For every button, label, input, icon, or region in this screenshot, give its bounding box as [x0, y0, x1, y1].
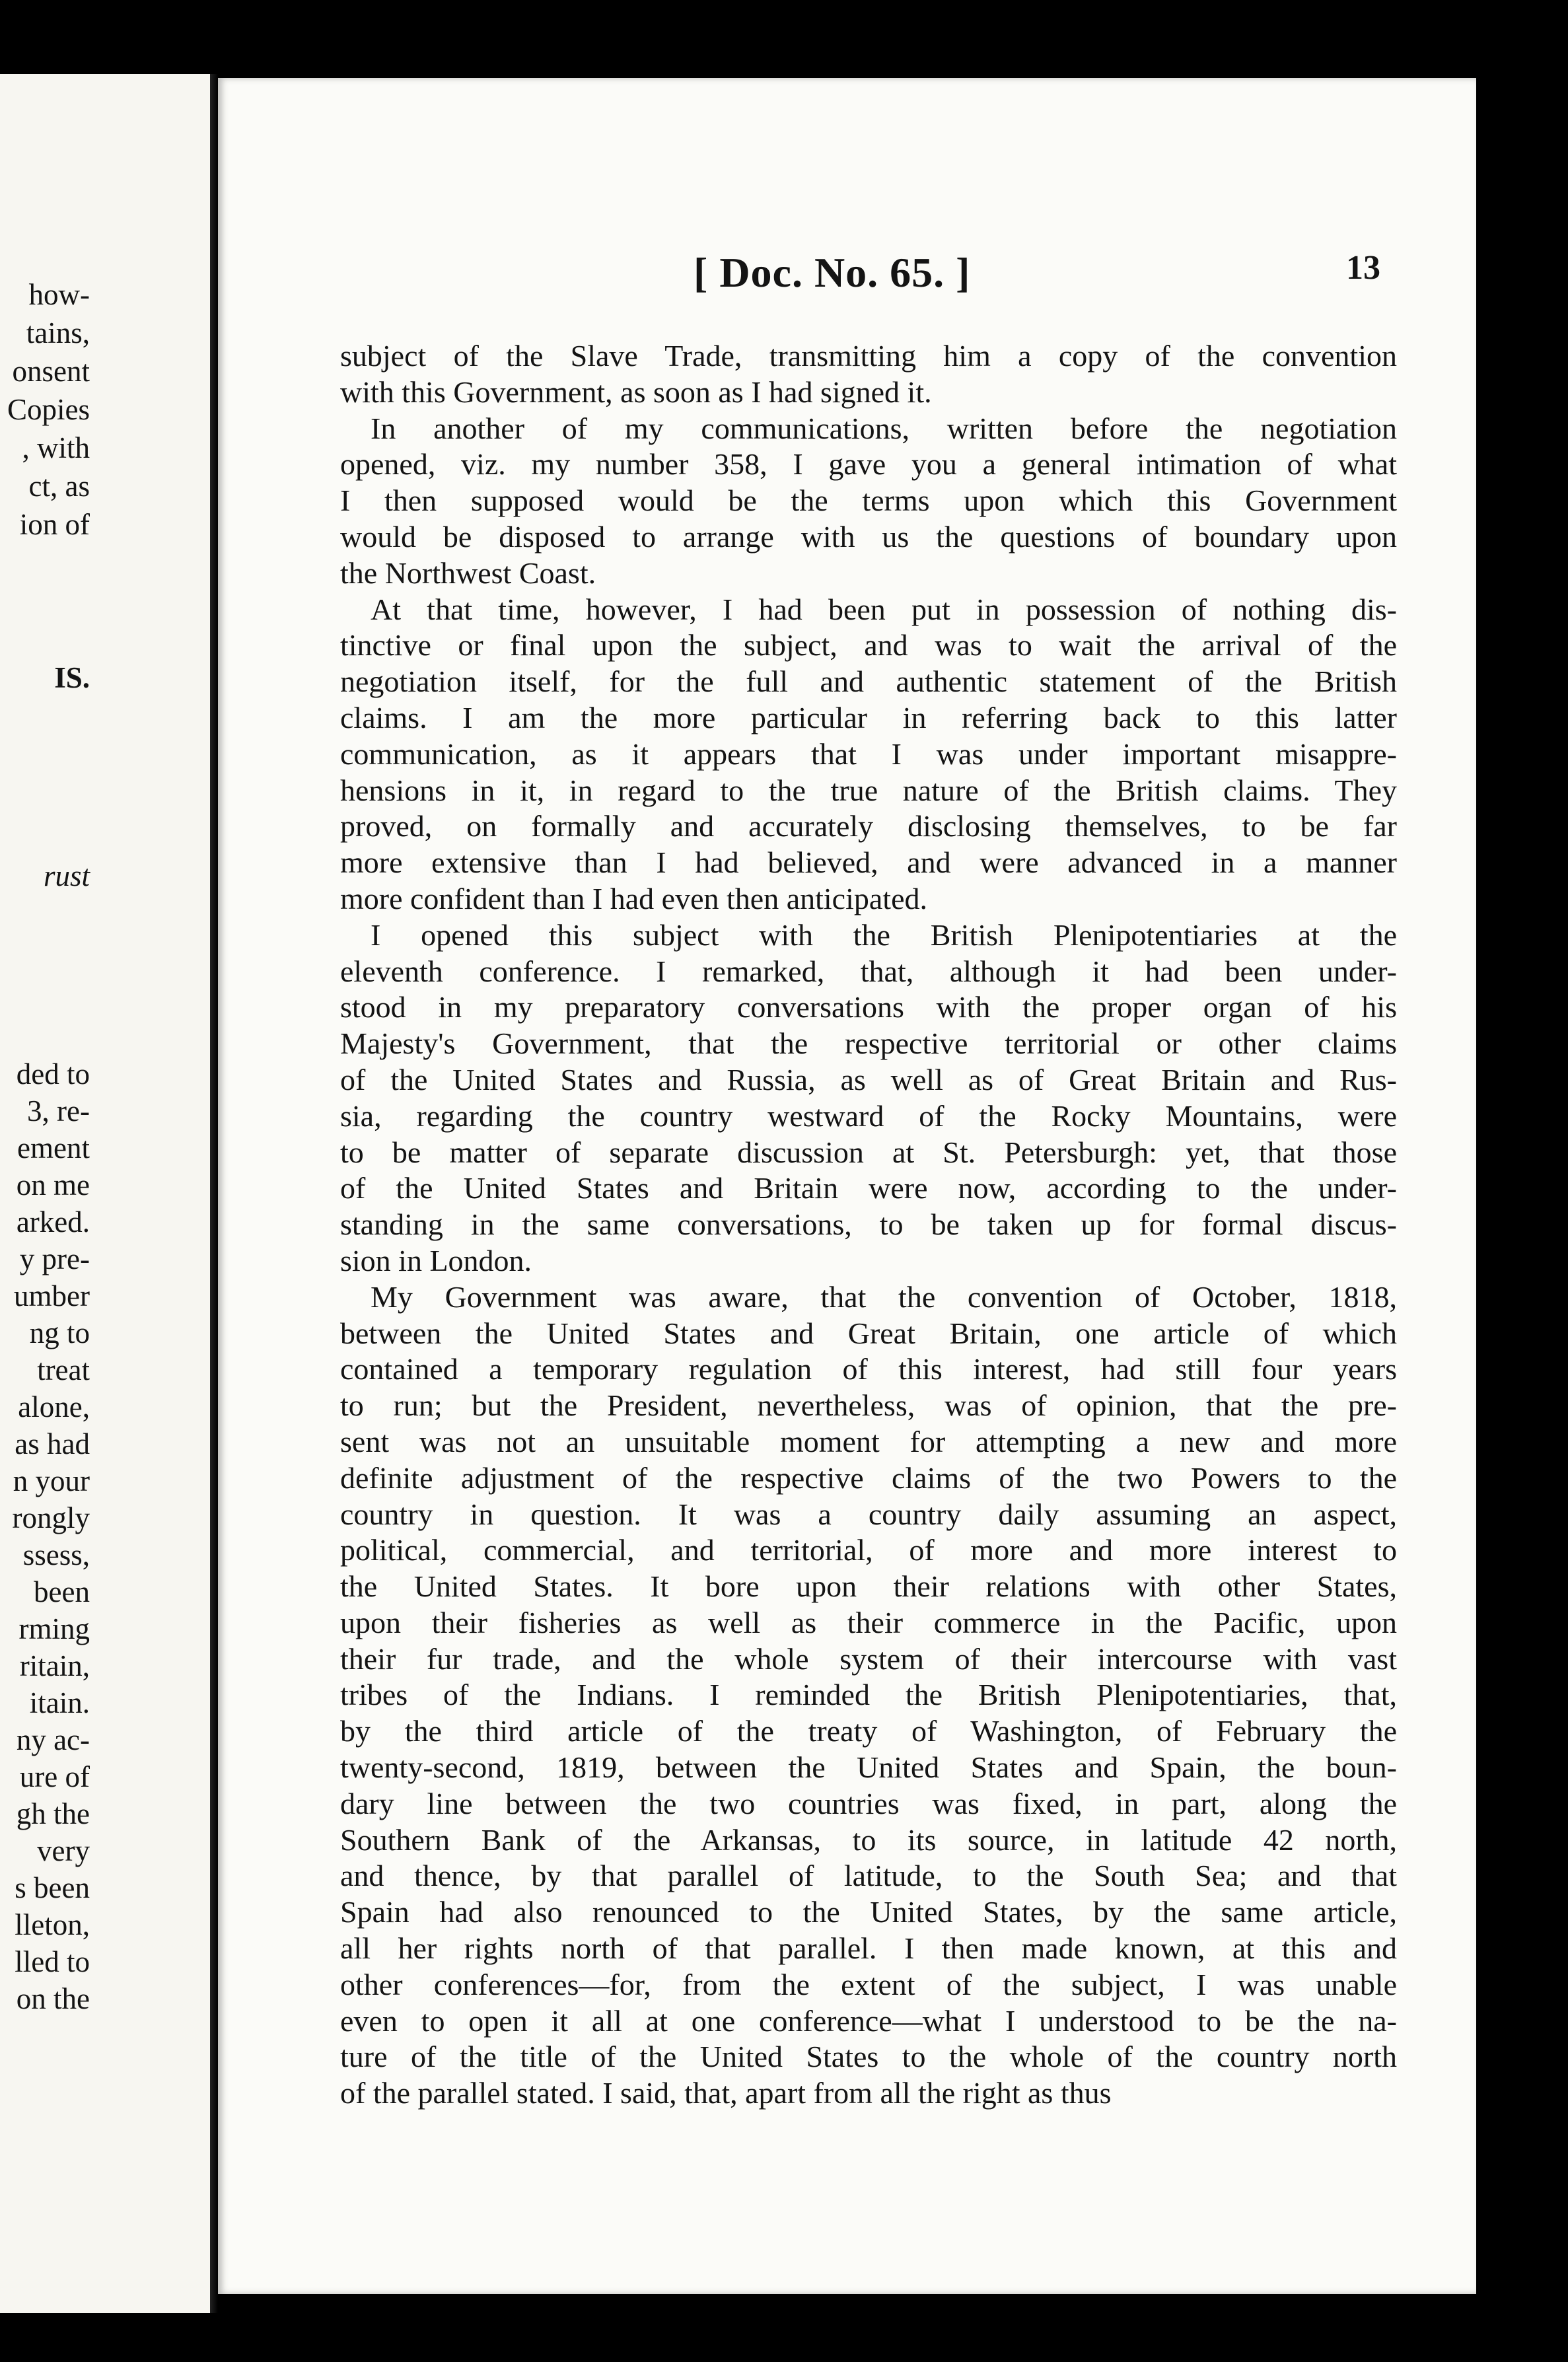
- left-page-fragment: alone,: [18, 1390, 90, 1423]
- left-page-fragment: Copies: [7, 393, 90, 426]
- left-page-fragment: umber: [14, 1279, 90, 1312]
- left-page-fragment: s been: [15, 1871, 90, 1904]
- body-line: by the third article of the treaty of Washington, of February the: [340, 1714, 1397, 1748]
- body-line: stood in my preparatory conversations with the proper organ of his: [340, 990, 1397, 1024]
- body-line: of the parallel stated. I said, that, apart from all the right as thus: [340, 2076, 1112, 2110]
- body-line: to be matter of separate discussion at St. Petersburgh: yet, that those: [340, 1135, 1397, 1169]
- body-line: more extensive than I had believed, and were advanced in a manner: [340, 845, 1397, 880]
- body-line: political, commercial, and territorial, of more and more interest to: [340, 1533, 1397, 1567]
- body-line: ture of the title of the United States to the whole of the country north: [340, 2040, 1397, 2074]
- left-page-fragment: lled to: [15, 1945, 90, 1978]
- left-page-fragment: itain.: [29, 1686, 90, 1719]
- body-line: sia, regarding the country westward of the Rocky Mountains, were: [340, 1098, 1397, 1133]
- body-line: contained a temporary regulation of this interest, had still four years: [340, 1352, 1397, 1386]
- body-line: dary line between the two countries was fixed, in part, along the: [340, 1786, 1397, 1820]
- body-line: opened, viz. my number 358, I gave you a general intimation of what: [340, 447, 1397, 482]
- previous-page-strip: [0, 74, 210, 2313]
- body-line: hensions in it, in regard to the true nature of the British claims. They: [340, 773, 1397, 807]
- body-line: My Government was aware, that the convention of October, 1818,: [371, 1279, 1397, 1314]
- body-line: proved, on formally and accurately disclosing themselves, to be far: [340, 809, 1397, 843]
- page-number: 13: [1346, 249, 1380, 287]
- body-line: definite adjustment of the respective claims of the two Powers to the: [340, 1460, 1397, 1495]
- body-line: even to open it all at one conference—what I understood to be the na-: [340, 2003, 1397, 2038]
- left-page-fragment: ct, as: [28, 470, 90, 503]
- left-page-fragment: 3, re-: [27, 1094, 90, 1127]
- body-text: [340, 338, 1397, 2112]
- left-page-fragment: very: [37, 1834, 90, 1867]
- body-line: sion in London.: [340, 1243, 532, 1277]
- left-page-fragment: on me: [16, 1168, 90, 1201]
- body-line: of the United States and Russia, as well as of Great Britain and Rus-: [340, 1062, 1397, 1096]
- body-line: tribes of the Indians. I reminded the British Plenipotentiaries, that,: [340, 1678, 1397, 1712]
- left-page-fragment: how-: [28, 278, 90, 311]
- left-page-fragment: rust: [43, 859, 90, 892]
- left-page-fragment: ng to: [29, 1316, 90, 1349]
- running-head: [ Doc. No. 65. ]: [694, 249, 971, 296]
- left-page-fragment: y pre-: [19, 1242, 90, 1275]
- body-line: the Northwest Coast.: [340, 555, 596, 590]
- body-line: with this Government, as soon as I had signed it.: [340, 375, 932, 409]
- left-page-fragment: onsent: [12, 355, 90, 388]
- left-page-fragment: ion of: [19, 508, 90, 541]
- left-page-fragment: ritain,: [19, 1649, 90, 1682]
- body-line: other conferences—for, from the extent of the subject, I was unable: [340, 1967, 1397, 2001]
- body-line: to run; but the President, nevertheless, was of opinion, that the pre-: [340, 1388, 1397, 1423]
- left-page-fragment: ded to: [16, 1057, 90, 1091]
- body-line: the United States. It bore upon their relations with other States,: [340, 1569, 1397, 1604]
- body-line: Spain had also renounced to the United States, by the same article,: [340, 1895, 1397, 1929]
- body-line: more confident than I had even then anticipated.: [340, 881, 927, 915]
- body-line: I then supposed would be the terms upon which this Government: [340, 483, 1397, 518]
- left-page-fragment: tains,: [26, 316, 90, 349]
- body-line: of the United States and Britain were now, according to the under-: [340, 1171, 1397, 1205]
- body-line: claims. I am the more particular in referring back to this latter: [340, 700, 1397, 734]
- left-page-fragment: lleton,: [15, 1908, 90, 1941]
- left-page-fragment: ure of: [19, 1760, 90, 1793]
- left-page-fragment: as had: [15, 1427, 90, 1460]
- body-line: negotiation itself, for the full and authentic statement of the British: [340, 664, 1397, 699]
- left-page-fragment: treat: [37, 1353, 90, 1386]
- body-line: eleventh conference. I remarked, that, although it had been under-: [340, 954, 1397, 988]
- left-page-fragment: been: [34, 1575, 90, 1608]
- body-line: sent was not an unsuitable moment for attempting a new and more: [340, 1424, 1397, 1458]
- left-page-fragment: ement: [17, 1131, 90, 1164]
- body-line: and thence, by that parallel of latitude, to the South Sea; and that: [340, 1859, 1397, 1893]
- left-page-fragment: ssess,: [22, 1538, 90, 1571]
- body-line: Southern Bank of the Arkansas, to its source, in latitude 42 north,: [340, 1822, 1397, 1857]
- document-page: [218, 78, 1476, 2294]
- left-page-fragment: rongly: [12, 1501, 90, 1534]
- body-line: upon their fisheries as well as their commerce in the Pacific, upon: [340, 1605, 1397, 1639]
- body-line: communication, as it appears that I was under important misappre-: [340, 736, 1397, 771]
- body-line: At that time, however, I had been put in possession of nothing dis-: [371, 592, 1397, 626]
- left-page-fragment: on the: [16, 1982, 90, 2015]
- body-line: subject of the Slave Trade, transmitting him a copy of the convention: [340, 339, 1397, 373]
- left-page-fragment: gh the: [16, 1797, 90, 1830]
- body-line: their fur trade, and the whole system of their intercourse with vast: [340, 1641, 1397, 1676]
- left-page-fragment: n your: [13, 1464, 90, 1497]
- body-line: country in question. It was a country daily assuming an aspect,: [340, 1497, 1397, 1531]
- book-gutter: [210, 74, 218, 2313]
- left-page-fragment: , with: [22, 431, 90, 464]
- body-line: In another of my communications, written before the negotiation: [371, 411, 1397, 445]
- body-line: between the United States and Great Britain, one article of which: [340, 1316, 1397, 1350]
- body-line: all her rights north of that parallel. I then made known, at this and: [340, 1931, 1397, 1966]
- body-line: I opened this subject with the British Plenipotentiaries at the: [371, 917, 1397, 952]
- left-page-fragment: arked.: [16, 1205, 90, 1238]
- body-line: standing in the same conversations, to be taken up for formal discus-: [340, 1207, 1397, 1242]
- left-page-fragment: IS.: [54, 661, 90, 694]
- left-page-fragment: ny ac-: [16, 1723, 90, 1756]
- body-line: twenty-second, 1819, between the United States and Spain, the boun-: [340, 1750, 1397, 1785]
- body-line: Majesty's Government, that the respective territorial or other claims: [340, 1026, 1397, 1061]
- left-page-fragment: rming: [18, 1612, 90, 1645]
- body-line: tinctive or final upon the subject, and was to wait the arrival of the: [340, 628, 1397, 662]
- body-line: would be disposed to arrange with us the questions of boundary upon: [340, 519, 1397, 554]
